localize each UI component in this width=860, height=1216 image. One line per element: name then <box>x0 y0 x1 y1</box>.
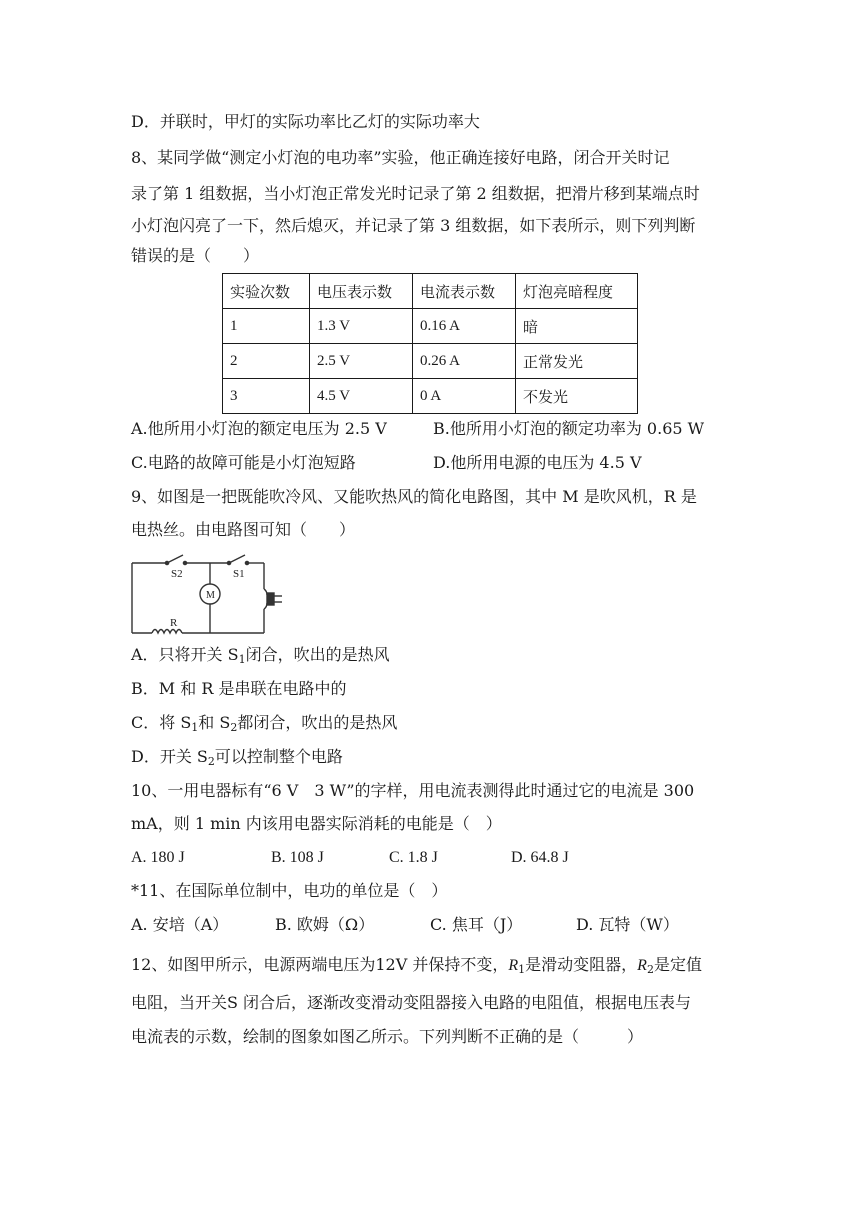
q10-option-c: C. 1.8 J <box>389 849 438 866</box>
q10-stem-line-2: mA，则 1 min 内该用电器实际消耗的电能是（ ） <box>131 814 502 833</box>
q9-option-d: D．开关 $S_2$可以控制整个电路 <box>131 747 343 768</box>
q9-option-c: C．将 $S_1$和 $S_2$都闭合，吹出的是热风 <box>131 713 398 734</box>
table-cell: 2.5 V <box>310 344 413 379</box>
table-cell: 暗 <box>516 309 638 344</box>
q9-stem-line-2: 电热丝。由电路图可知（ ） <box>131 520 356 539</box>
q11-option-b: B. 欧姆（Ω） <box>275 915 375 934</box>
table-header-cell: 电压表示数 <box>310 274 413 309</box>
circuit-label-s1: S1 <box>233 568 245 580</box>
q12-stem-line-1: 12、如图甲所示，电源两端电压为12V 并保持不变，$R_1$是滑动变阻器，$R_2$是定值 <box>131 955 702 976</box>
q11-stem: *11、在国际单位制中，电功的单位是（ ） <box>131 881 448 900</box>
q8-option-c: C.电路的故障可能是小灯泡短路 <box>131 453 356 472</box>
q10-option-b: B. 108 J <box>271 849 324 866</box>
table-header-cell: 实验次数 <box>223 274 310 309</box>
q8-stem-line-2: 录了第 1 组数据，当小灯泡正常发光时记录了第 2 组数据，把滑片移到某端点时 <box>131 184 700 203</box>
q8-option-b: B.他所用小灯泡的额定功率为 0.65 W <box>433 419 705 438</box>
q9-stem-line-1: 9、如图是一把既能吹冷风、又能吹热风的简化电路图，其中 M 是吹风机，R 是 <box>131 487 697 506</box>
table-row <box>223 344 638 379</box>
table-header-row <box>223 274 638 309</box>
q8-option-d: D.他所用电源的电压为 4.5 V <box>433 453 642 472</box>
q8-option-a: A.他所用小灯泡的额定电压为 2.5 V <box>131 419 387 438</box>
table-cell: 正常发光 <box>516 344 638 379</box>
table-cell: 不发光 <box>516 379 638 414</box>
q12-stem-line-2: 电阻，当开关S 闭合后，逐渐改变滑动变阻器接入电路的电阻值，根据电压表与 <box>131 993 692 1012</box>
table-cell: 0.16 A <box>413 309 516 344</box>
q10-option-a: A. 180 J <box>131 849 185 866</box>
q9-circuit-diagram <box>130 551 290 637</box>
circuit-label-r: R <box>170 617 178 629</box>
table-cell: 0 A <box>413 379 516 414</box>
table-cell: 4.5 V <box>310 379 413 414</box>
q9-option-b: B．M 和 R 是串联在电路中的 <box>131 679 347 698</box>
table-row <box>223 379 638 414</box>
table-header-cell: 电流表示数 <box>413 274 516 309</box>
table-header-cell: 灯泡亮暗程度 <box>516 274 638 309</box>
circuit-label-m: M <box>206 590 215 601</box>
table-cell: 2 <box>223 344 310 379</box>
q10-stem-line-1: 10、一用电器标有“6 V 3 W”的字样，用电流表测得此时通过它的电流是 300 <box>131 781 695 800</box>
q8-stem-line-1: 8、某同学做“测定小灯泡的电功率”实验，他正确连接好电路，闭合开关时记 <box>131 148 670 167</box>
q11-option-d: D. 瓦特（W） <box>576 915 679 934</box>
q9-option-a: A．只将开关 $S_1$闭合，吹出的是热风 <box>131 645 390 666</box>
q8-stem-line-3: 小灯泡闪亮了一下，然后熄灭，并记录了第 3 组数据，如下表所示，则下列判断 <box>131 216 696 235</box>
r2-symbol: R <box>637 957 647 974</box>
table-cell: 3 <box>223 379 310 414</box>
circuit-label-s2: S2 <box>171 568 183 580</box>
q11-option-a: A. 安培（A） <box>131 915 229 934</box>
table-cell: 1 <box>223 309 310 344</box>
table-cell: 1.3 V <box>310 309 413 344</box>
q10-option-d: D. 64.8 J <box>511 849 569 866</box>
heating-coil-icon <box>152 630 182 634</box>
q7-option-d: D．并联时，甲灯的实际功率比乙灯的实际功率大 <box>131 112 480 131</box>
table-row <box>223 309 638 344</box>
q8-data-table <box>222 273 638 414</box>
plug-icon <box>264 589 282 609</box>
switch-s1-icon <box>227 555 248 565</box>
switch-s2-icon <box>165 555 186 565</box>
q11-option-c: C. 焦耳（J） <box>430 915 523 934</box>
r1-symbol: R <box>508 957 519 974</box>
q12-stem-line-3: 电流表的示数，绘制的图象如图乙所示。下列判断不正确的是（ ） <box>131 1027 644 1046</box>
table-cell: 0.26 A <box>413 344 516 379</box>
q8-stem-line-4: 错误的是（ ） <box>131 246 260 265</box>
